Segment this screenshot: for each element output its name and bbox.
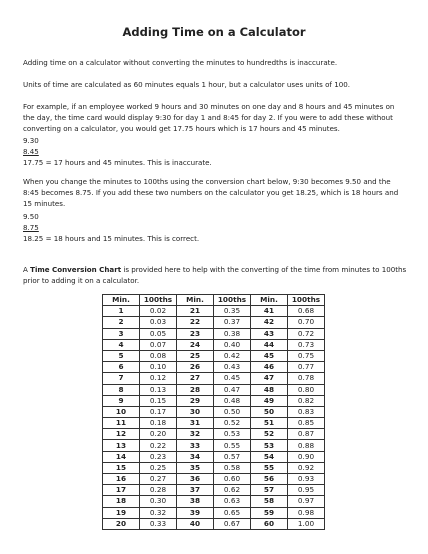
minutes-cell: 40 (177, 518, 214, 529)
hundredths-cell: 0.62 (214, 485, 251, 496)
minutes-cell: 34 (177, 451, 214, 462)
hundredths-cell: 0.88 (288, 440, 325, 451)
minutes-cell: 52 (251, 429, 288, 440)
minutes-cell: 56 (251, 474, 288, 485)
minutes-cell: 23 (177, 328, 214, 339)
example-inaccurate (23, 136, 408, 168)
hundredths-cell: 0.92 (288, 462, 325, 473)
hundredths-cell: 0.35 (214, 306, 251, 317)
minutes-cell: 39 (177, 507, 214, 518)
minutes-cell: 48 (251, 384, 288, 395)
hundredths-cell: 0.72 (288, 328, 325, 339)
hundredths-cell: 0.38 (214, 328, 251, 339)
header-100ths-3: 100ths (288, 295, 325, 306)
minutes-cell: 47 (251, 373, 288, 384)
hundredths-cell: 0.23 (140, 451, 177, 462)
hundredths-cell: 0.22 (140, 440, 177, 451)
minutes-cell: 27 (177, 373, 214, 384)
hundredths-cell: 0.30 (140, 496, 177, 507)
hundredths-cell: 0.18 (140, 418, 177, 429)
minutes-cell: 37 (177, 485, 214, 496)
page-title: Adding Time on a Calculator (122, 25, 306, 39)
minutes-cell: 60 (251, 518, 288, 529)
hundredths-cell: 0.93 (288, 474, 325, 485)
minutes-cell: 43 (251, 328, 288, 339)
hundredths-cell: 0.13 (140, 384, 177, 395)
minutes-cell: 58 (251, 496, 288, 507)
hundredths-cell: 0.15 (140, 395, 177, 406)
minutes-cell: 1 (103, 306, 140, 317)
table-row (103, 373, 325, 384)
table-row (103, 306, 325, 317)
hundredths-cell: 0.25 (140, 462, 177, 473)
minutes-cell: 44 (251, 339, 288, 350)
minutes-cell: 4 (103, 339, 140, 350)
hundredths-cell: 0.55 (214, 440, 251, 451)
minutes-cell: 19 (103, 507, 140, 518)
hundredths-cell: 0.20 (140, 429, 177, 440)
hundredths-cell: 0.53 (214, 429, 251, 440)
table-row (103, 395, 325, 406)
hundredths-cell: 0.28 (140, 485, 177, 496)
table-row (103, 418, 325, 429)
table-row (103, 339, 325, 350)
minutes-cell: 22 (177, 317, 214, 328)
hundredths-cell: 0.82 (288, 395, 325, 406)
example-correct-line2: 8.75 (23, 222, 39, 232)
hundredths-cell: 0.48 (214, 395, 251, 406)
table-row (103, 474, 325, 485)
hundredths-cell: 0.07 (140, 339, 177, 350)
hundredths-cell: 0.67 (214, 518, 251, 529)
table-row (103, 384, 325, 395)
minutes-cell: 14 (103, 451, 140, 462)
hundredths-cell: 0.17 (140, 406, 177, 417)
chart-body (103, 306, 325, 530)
hundredths-cell: 0.97 (288, 496, 325, 507)
minutes-cell: 30 (177, 406, 214, 417)
minutes-cell: 29 (177, 395, 214, 406)
minutes-cell: 7 (103, 373, 140, 384)
hundredths-cell: 0.43 (214, 362, 251, 373)
hundredths-cell: 0.95 (288, 485, 325, 496)
hundredths-cell: 0.70 (288, 317, 325, 328)
minutes-cell: 45 (251, 350, 288, 361)
minutes-cell: 17 (103, 485, 140, 496)
minutes-cell: 59 (251, 507, 288, 518)
minutes-cell: 25 (177, 350, 214, 361)
hundredths-cell: 0.78 (288, 373, 325, 384)
hundredths-cell: 0.83 (288, 406, 325, 417)
minutes-cell: 31 (177, 418, 214, 429)
minutes-cell: 53 (251, 440, 288, 451)
example-inaccurate-line2: 8.45 (23, 146, 39, 156)
table-row (103, 362, 325, 373)
hundredths-cell: 0.08 (140, 350, 177, 361)
table-row (103, 507, 325, 518)
hundredths-cell: 0.85 (288, 418, 325, 429)
hundredths-cell: 0.33 (140, 518, 177, 529)
minutes-cell: 57 (251, 485, 288, 496)
hundredths-cell: 0.57 (214, 451, 251, 462)
hundredths-cell: 0.12 (140, 373, 177, 384)
minutes-cell: 2 (103, 317, 140, 328)
header-100ths-1: 100ths (140, 295, 177, 306)
table-row (103, 328, 325, 339)
hundredths-cell: 0.60 (214, 474, 251, 485)
paragraph-chart-intro (23, 265, 408, 287)
table-row (103, 440, 325, 451)
paragraph-units: Units of time are calculated as 60 minutes equals 1 hour, but a calculator uses units of 100. (23, 80, 350, 89)
minutes-cell: 26 (177, 362, 214, 373)
minutes-cell: 50 (251, 406, 288, 417)
hundredths-cell: 0.58 (214, 462, 251, 473)
header-min-3: Min. (251, 295, 288, 306)
hundredths-cell: 0.68 (288, 306, 325, 317)
hundredths-cell: 0.65 (214, 507, 251, 518)
table-row (103, 350, 325, 361)
minutes-cell: 16 (103, 474, 140, 485)
hundredths-cell: 0.90 (288, 451, 325, 462)
minutes-cell: 9 (103, 395, 140, 406)
minutes-cell: 28 (177, 384, 214, 395)
table-row (103, 317, 325, 328)
minutes-cell: 15 (103, 462, 140, 473)
table-row (103, 451, 325, 462)
minutes-cell: 32 (177, 429, 214, 440)
table-row (103, 406, 325, 417)
paragraph-conversion: When you change the minutes to 100ths using the conversion chart below, 9:30 becomes 9.50 and the 8:45 becomes 8.75. If you add these two numbers on the calculator you get 18.25, which is 18 hours and 15 minutes. (23, 177, 399, 208)
time-conversion-chart (102, 294, 325, 530)
chart-intro-bold: Time Conversion Chart (30, 265, 122, 274)
example-inaccurate-result: 17.75 = 17 hours and 45 minutes. This is inaccurate. (23, 157, 212, 167)
minutes-cell: 6 (103, 362, 140, 373)
hundredths-cell: 0.63 (214, 496, 251, 507)
example-correct-line1: 9.50 (23, 212, 39, 221)
paragraph-intro: Adding time on a calculator without converting the minutes to hundredths is inaccurate. (23, 58, 338, 67)
minutes-cell: 33 (177, 440, 214, 451)
chart-intro-pre: A (23, 265, 31, 274)
minutes-cell: 49 (251, 395, 288, 406)
hundredths-cell: 0.02 (140, 306, 177, 317)
minutes-cell: 24 (177, 339, 214, 350)
minutes-cell: 46 (251, 362, 288, 373)
minutes-cell: 41 (251, 306, 288, 317)
minutes-cell: 5 (103, 350, 140, 361)
hundredths-cell: 0.77 (288, 362, 325, 373)
table-row (103, 518, 325, 529)
hundredths-cell: 0.10 (140, 362, 177, 373)
paragraph-example: For example, if an employee worked 9 hours and 30 minutes on one day and 8 hours and 45 minutes on the day, the time card would display 9:30 for day 1 and 8:45 for day 2. If you were to add these without converting on a calculator, you would get 17.75 hours which is 17 hours and 45 minutes. (23, 102, 395, 133)
minutes-cell: 8 (103, 384, 140, 395)
table-row (103, 485, 325, 496)
minutes-cell: 20 (103, 518, 140, 529)
minutes-cell: 51 (251, 418, 288, 429)
hundredths-cell: 0.98 (288, 507, 325, 518)
table-row (103, 462, 325, 473)
example-inaccurate-line1: 9.30 (23, 136, 39, 145)
example-correct-result: 18.25 = 18 hours and 15 minutes. This is correct. (23, 233, 200, 243)
chart-header-row (103, 295, 325, 306)
chart-intro-post: is provided here to help with the converting of the time from minutes to 100ths prior to adding it on a calculator. (23, 265, 407, 285)
minutes-cell: 42 (251, 317, 288, 328)
hundredths-cell: 0.27 (140, 474, 177, 485)
header-100ths-2: 100ths (214, 295, 251, 306)
hundredths-cell: 0.45 (214, 373, 251, 384)
hundredths-cell: 0.42 (214, 350, 251, 361)
hundredths-cell: 1.00 (288, 518, 325, 529)
hundredths-cell: 0.03 (140, 317, 177, 328)
table-row (103, 429, 325, 440)
hundredths-cell: 0.32 (140, 507, 177, 518)
table-row (103, 496, 325, 507)
hundredths-cell: 0.87 (288, 429, 325, 440)
hundredths-cell: 0.73 (288, 339, 325, 350)
minutes-cell: 35 (177, 462, 214, 473)
hundredths-cell: 0.05 (140, 328, 177, 339)
minutes-cell: 11 (103, 418, 140, 429)
hundredths-cell: 0.75 (288, 350, 325, 361)
hundredths-cell: 0.52 (214, 418, 251, 429)
hundredths-cell: 0.50 (214, 406, 251, 417)
hundredths-cell: 0.80 (288, 384, 325, 395)
hundredths-cell: 0.37 (214, 317, 251, 328)
minutes-cell: 54 (251, 451, 288, 462)
minutes-cell: 21 (177, 306, 214, 317)
minutes-cell: 3 (103, 328, 140, 339)
minutes-cell: 13 (103, 440, 140, 451)
minutes-cell: 55 (251, 462, 288, 473)
minutes-cell: 36 (177, 474, 214, 485)
minutes-cell: 10 (103, 406, 140, 417)
header-min-1: Min. (103, 295, 140, 306)
hundredths-cell: 0.40 (214, 339, 251, 350)
hundredths-cell: 0.47 (214, 384, 251, 395)
minutes-cell: 12 (103, 429, 140, 440)
header-min-2: Min. (177, 295, 214, 306)
minutes-cell: 18 (103, 496, 140, 507)
example-correct (23, 212, 408, 244)
minutes-cell: 38 (177, 496, 214, 507)
